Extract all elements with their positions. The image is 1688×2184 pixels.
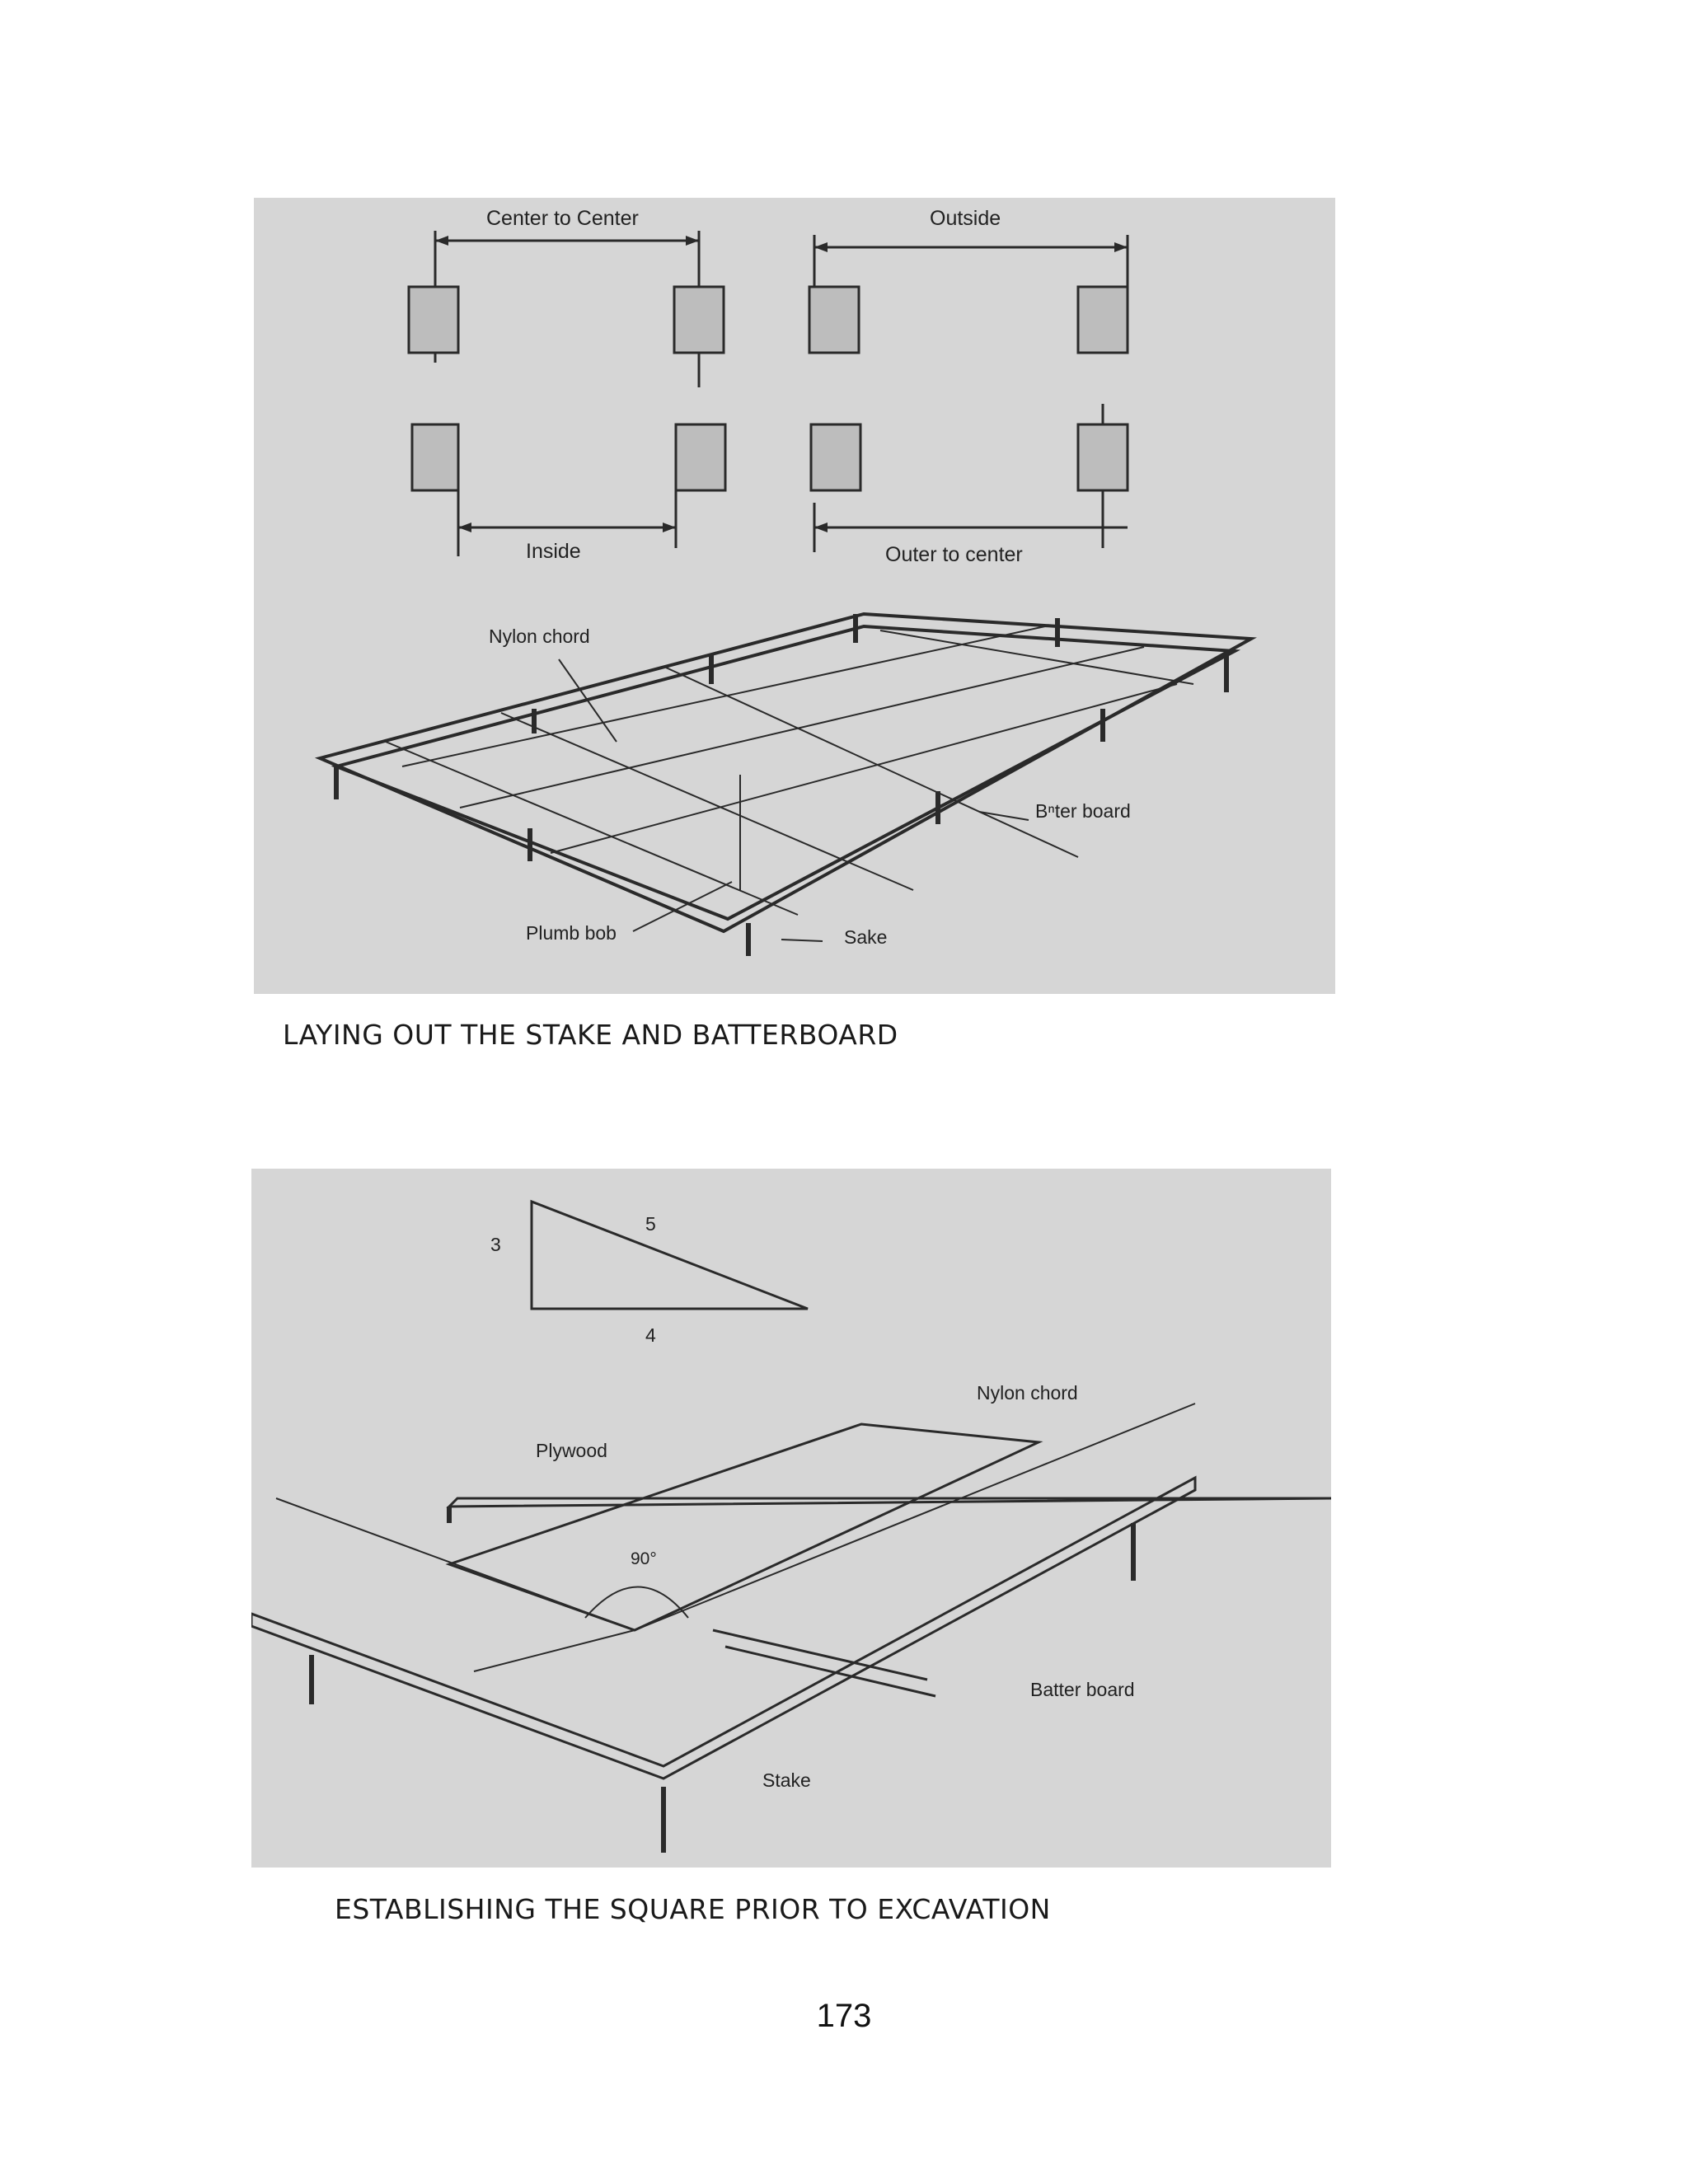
label-outside: Outside [930, 207, 1001, 230]
figure-stake-batterboard-layout [254, 198, 1335, 994]
page-number: 173 [816, 1998, 872, 2034]
label-plywood: Plywood [536, 1440, 607, 1461]
figure-1-caption: LAYING OUT THE STAKE AND BATTERBOARD [283, 1019, 898, 1051]
figure-establishing-square [251, 1169, 1331, 1868]
label-batter-board: Batter board [1030, 1679, 1135, 1700]
label-stake: Stake [762, 1769, 811, 1791]
label-batter-board: Bⁿter board [1035, 800, 1131, 822]
label-stake: Sake [844, 926, 888, 948]
label-nylon-chord: Nylon chord [489, 626, 590, 647]
label-nylon-chord: Nylon chord [977, 1382, 1078, 1404]
label-outer-to-center: Outer to center [885, 543, 1023, 566]
figure-background [251, 1169, 1331, 1868]
figure-2-caption: ESTABLISHING THE SQUARE PRIOR TO EXCAVATION [335, 1893, 1051, 1925]
label-angle: 90° [631, 1549, 657, 1568]
triangle-side-3: 3 [490, 1234, 501, 1255]
triangle-side-4: 4 [645, 1324, 656, 1346]
label-plumb-bob: Plumb bob [526, 922, 617, 944]
label-center-to-center: Center to Center [486, 207, 639, 230]
label-inside: Inside [526, 540, 581, 563]
triangle-side-5: 5 [645, 1213, 656, 1235]
